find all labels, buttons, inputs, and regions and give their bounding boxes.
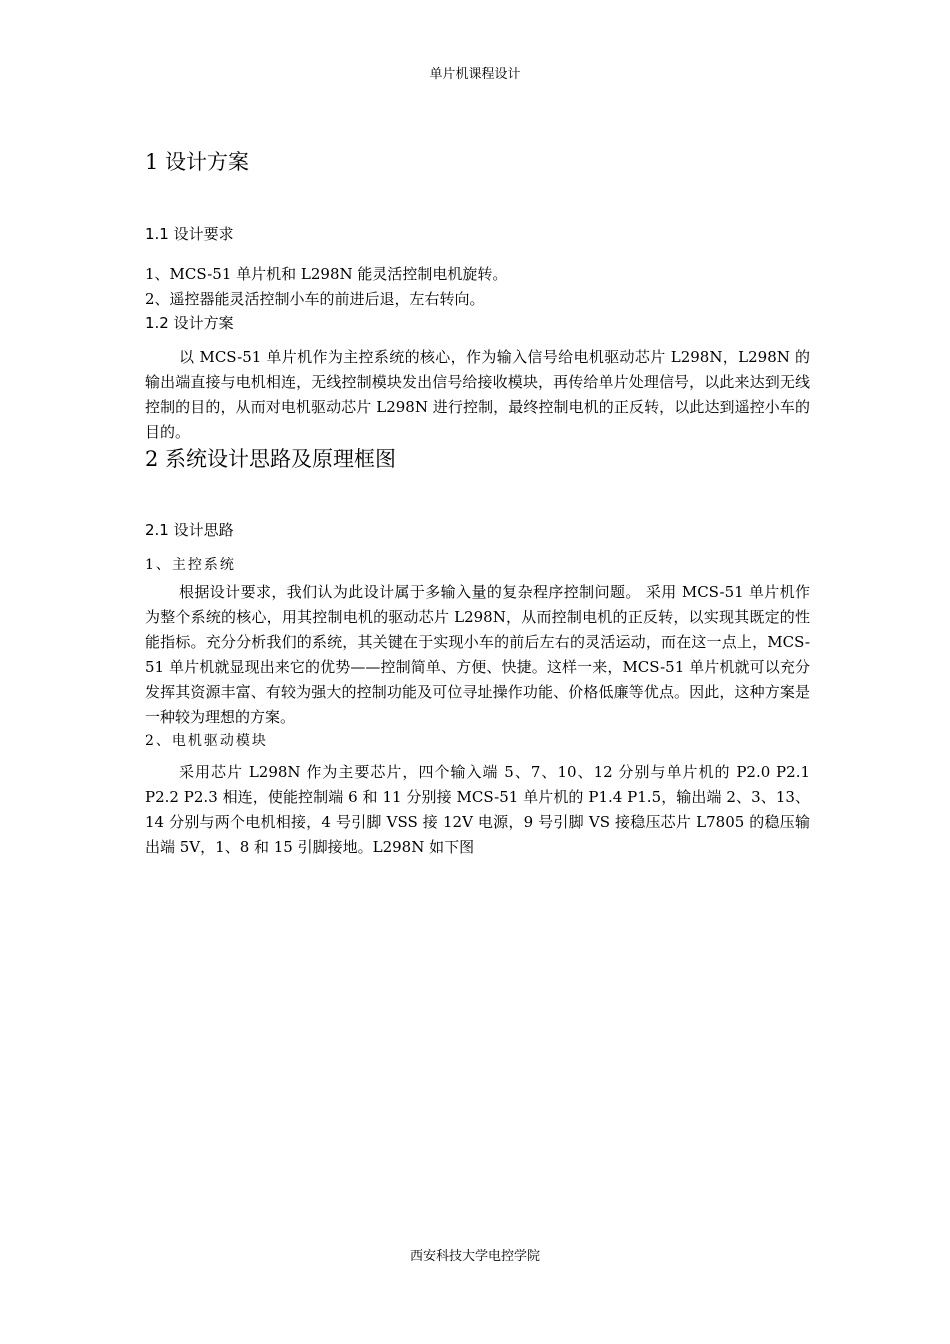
section-1-title: 1 设计方案 <box>145 150 250 174</box>
section-1-1-title: 1.1 设计要求 <box>145 225 234 243</box>
design-scheme-paragraph: 以 MCS-51 单片机作为主控系统的核心，作为输入信号给电机驱动芯片 L298N，L298N 的输出端直接与电机相连，无线控制模块发出信号给接收模块，再传给单片处理信号，以此来达到无线控制的目的，从而对电机驱动芯片 L298N 进行控制，最终控制电机的正反转，以此达到遥控小车的目的。 <box>145 348 810 441</box>
section-2-title: 2 系统设计思路及原理框图 <box>145 447 397 471</box>
document-body <box>145 148 810 860</box>
requirement-item-1: 1、MCS-51 单片机和 L298N 能灵活控制电机旋转。 <box>145 265 508 283</box>
page-header: 单片机课程设计 <box>429 67 521 82</box>
main-control-system-paragraph: 根据设计要求，我们认为此设计属于多输入量的复杂程序控制问题。 采用 MCS-51 单片机作为整个系统的核心，用其控制电机的驱动芯片 L298N，从而控制电机的正反转，以实现其既定的性能指标。充分分析我们的系统，其关键在于实现小车的前后左右的灵活运动，而在这一点上，MCS-51 单片机就显现出来它的优势——控制简单、方便、快捷。这样一来，MCS-51 单片机就可以充分发挥其资源丰富、有较为强大的控制功能及可位寻址操作功能、价格低廉等优点。因此，这种方案是一种较为理想的方案。 <box>145 583 810 726</box>
section-1-2-title: 1.2 设计方案 <box>145 314 234 332</box>
section-2-1-title: 2.1 设计思路 <box>145 521 234 539</box>
motor-driver-module-paragraph: 采用芯片 L298N 作为主要芯片，四个输入端 5、7、10、12 分别与单片机的 P2.0 P2.1 P2.2 P2.3 相连，使能控制端 6 和 11 分别接 MCS-51 单片机的 P1.4 P1.5，输出端 2、3、13、14 分别与两个电机相接，4 号引脚 VSS 接 12V 电源，9 号引脚 VS 接稳压芯片 L7805 的稳压输出端 5V，1、8 和 15 引脚接地。L298N 如下图 <box>145 763 810 856</box>
main-control-system-title: 1、主控系统 <box>145 557 236 573</box>
page-footer: 西安科技大学电控学院 <box>409 1249 540 1264</box>
motor-driver-module-title: 2、电机驱动模块 <box>145 733 268 749</box>
requirement-item-2: 2、遥控器能灵活控制小车的前进后退，左右转向。 <box>145 290 485 308</box>
